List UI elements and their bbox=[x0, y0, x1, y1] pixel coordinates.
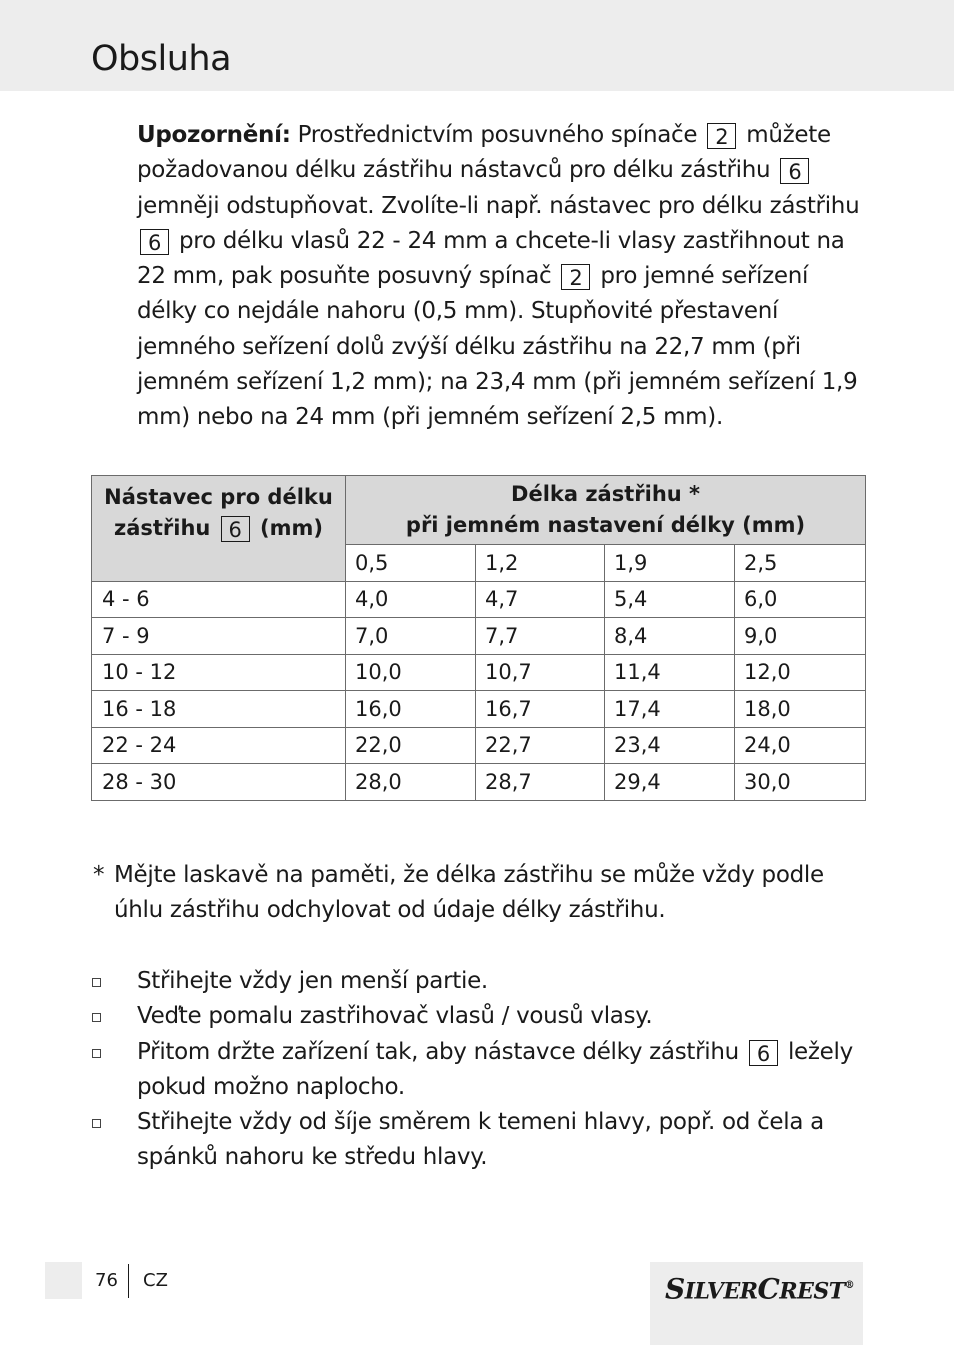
ref-attachment-6: 6 bbox=[780, 158, 809, 184]
checkbox-bullet-icon bbox=[92, 978, 101, 987]
table-cell: 4,0 bbox=[346, 581, 476, 618]
list-item bbox=[91, 964, 861, 999]
header-attachment bbox=[92, 476, 346, 582]
table-cell: 11,4 bbox=[605, 654, 735, 691]
table-cell: 16,7 bbox=[476, 691, 605, 728]
row-label: 16 - 18 bbox=[92, 691, 346, 728]
note-text-2: můžete požadovanou délku zástřihu nástavců pro délku zástřihu bbox=[137, 122, 831, 184]
setting-cell: 1,9 bbox=[605, 545, 735, 582]
table-row bbox=[92, 581, 866, 618]
row-label: 10 - 12 bbox=[92, 654, 346, 691]
header-cut-length-line2: při jemném nastavení délky (mm) bbox=[405, 513, 806, 537]
table-row bbox=[92, 654, 866, 691]
setting-cell: 0,5 bbox=[346, 545, 476, 582]
table-cell: 5,4 bbox=[605, 581, 735, 618]
checkbox-bullet-icon bbox=[92, 1013, 101, 1022]
table-cell: 8,4 bbox=[605, 618, 735, 655]
header-attachment-text: Nástavec pro délku zástřihu bbox=[104, 485, 333, 540]
row-label: 7 - 9 bbox=[92, 618, 346, 655]
setting-cell: 2,5 bbox=[735, 545, 866, 582]
table-cell: 9,0 bbox=[735, 618, 866, 655]
note-text-4: pro délku vlasů 22 - 24 mm a chcete-li vlasy zastřihnout na 22 mm, pak posuňte posuvný spínač bbox=[137, 227, 845, 290]
table-cell: 6,0 bbox=[735, 581, 866, 618]
page-title: Obsluha bbox=[91, 39, 232, 79]
logo-letters: REST bbox=[779, 1278, 845, 1305]
table-row bbox=[92, 691, 866, 728]
table-cell: 4,7 bbox=[476, 581, 605, 618]
table-cell: 10,7 bbox=[476, 654, 605, 691]
list-item-text: Střihejte vždy jen menší partie. bbox=[137, 968, 488, 994]
note-label: Upozornění: bbox=[137, 122, 291, 148]
cut-length-table bbox=[91, 475, 866, 801]
instruction-list bbox=[91, 964, 861, 1176]
table-cell: 10,0 bbox=[346, 654, 476, 691]
registered-mark: ® bbox=[844, 1280, 855, 1291]
note-text-1: Prostřednictvím posuvného spínače bbox=[290, 122, 705, 148]
logo-letter: S bbox=[665, 1272, 685, 1306]
table-cell: 28,7 bbox=[476, 764, 605, 801]
table-cell: 29,4 bbox=[605, 764, 735, 801]
language-code: CZ bbox=[143, 1270, 168, 1291]
ref-attachment-6: 6 bbox=[221, 516, 250, 542]
list-item-text-cont: ležely pokud možno naplocho. bbox=[137, 1038, 853, 1100]
page-marker bbox=[45, 1262, 82, 1299]
note-paragraph bbox=[137, 118, 867, 436]
table-row bbox=[92, 618, 866, 655]
list-item bbox=[91, 1105, 861, 1176]
row-label: 22 - 24 bbox=[92, 727, 346, 764]
footnote bbox=[93, 858, 853, 928]
list-item-text: Veďte pomalu zastřihovač vlasů / vousů vlasy. bbox=[137, 1003, 653, 1030]
table-cell: 24,0 bbox=[735, 727, 866, 764]
table-cell: 28,0 bbox=[346, 764, 476, 801]
ref-attachment-6: 6 bbox=[749, 1040, 778, 1066]
table-cell: 23,4 bbox=[605, 727, 735, 764]
ref-switch-2: 2 bbox=[707, 123, 736, 149]
note-text-5: pro jemné seřízení délky co nejdále nahoru (0,5 mm). Stupňovité přestavení jemného seřízení dolů zvýší délku zástřihu na 22,7 mm (při jemném seřízení 1,2 mm); na 23,4 mm (při jemném seřízení 1,9 mm) nebo na 24 mm (při jemném seřízení 2,5 mm). bbox=[137, 263, 858, 431]
table-cell: 7,0 bbox=[346, 618, 476, 655]
table-cell: 12,0 bbox=[735, 654, 866, 691]
note-text-3: jemněji odstupňovat. Zvolíte-li např. nástavec pro délku zástřihu bbox=[137, 192, 860, 219]
header-cut-length-line1: Délka zástřihu * bbox=[511, 482, 701, 506]
row-label: 28 - 30 bbox=[92, 764, 346, 801]
table-cell: 30,0 bbox=[735, 764, 866, 801]
logo-letter: C bbox=[757, 1272, 780, 1306]
table-cell: 18,0 bbox=[735, 691, 866, 728]
table-cell: 17,4 bbox=[605, 691, 735, 728]
table-row bbox=[92, 764, 866, 801]
list-item-text: Přitom držte zařízení tak, aby nástavce délky zástřihu bbox=[137, 1038, 746, 1065]
footnote-text: Mějte laskavě na paměti, že délka zástřihu se může vždy podle úhlu zástřihu odchylovat od údaje délky zástřihu. bbox=[114, 862, 824, 923]
ref-switch-2: 2 bbox=[561, 264, 590, 290]
header-attachment-unit: (mm) bbox=[252, 516, 323, 540]
page-number: 76 bbox=[95, 1270, 118, 1291]
header-cut-length bbox=[346, 476, 866, 545]
list-item bbox=[91, 1035, 861, 1106]
ref-attachment-6: 6 bbox=[140, 229, 169, 255]
table-cell: 7,7 bbox=[476, 618, 605, 655]
checkbox-bullet-icon bbox=[92, 1049, 101, 1058]
checkbox-bullet-icon bbox=[92, 1119, 101, 1128]
brand-logo bbox=[665, 1268, 854, 1309]
footnote-star: * bbox=[93, 862, 105, 888]
table-cell: 16,0 bbox=[346, 691, 476, 728]
footer-divider bbox=[128, 1264, 129, 1298]
table-cell: 22,7 bbox=[476, 727, 605, 764]
list-item-text: Střihejte vždy od šíje směrem k temeni hlavy, popř. od čela a spánků nahoru ke středu hlavy. bbox=[137, 1109, 824, 1171]
table-cell: 22,0 bbox=[346, 727, 476, 764]
logo-letters: ILVER bbox=[684, 1278, 758, 1305]
row-label: 4 - 6 bbox=[92, 581, 346, 618]
table-header-row bbox=[92, 476, 866, 545]
list-item bbox=[91, 999, 861, 1034]
table-row bbox=[92, 727, 866, 764]
setting-cell: 1,2 bbox=[476, 545, 605, 582]
